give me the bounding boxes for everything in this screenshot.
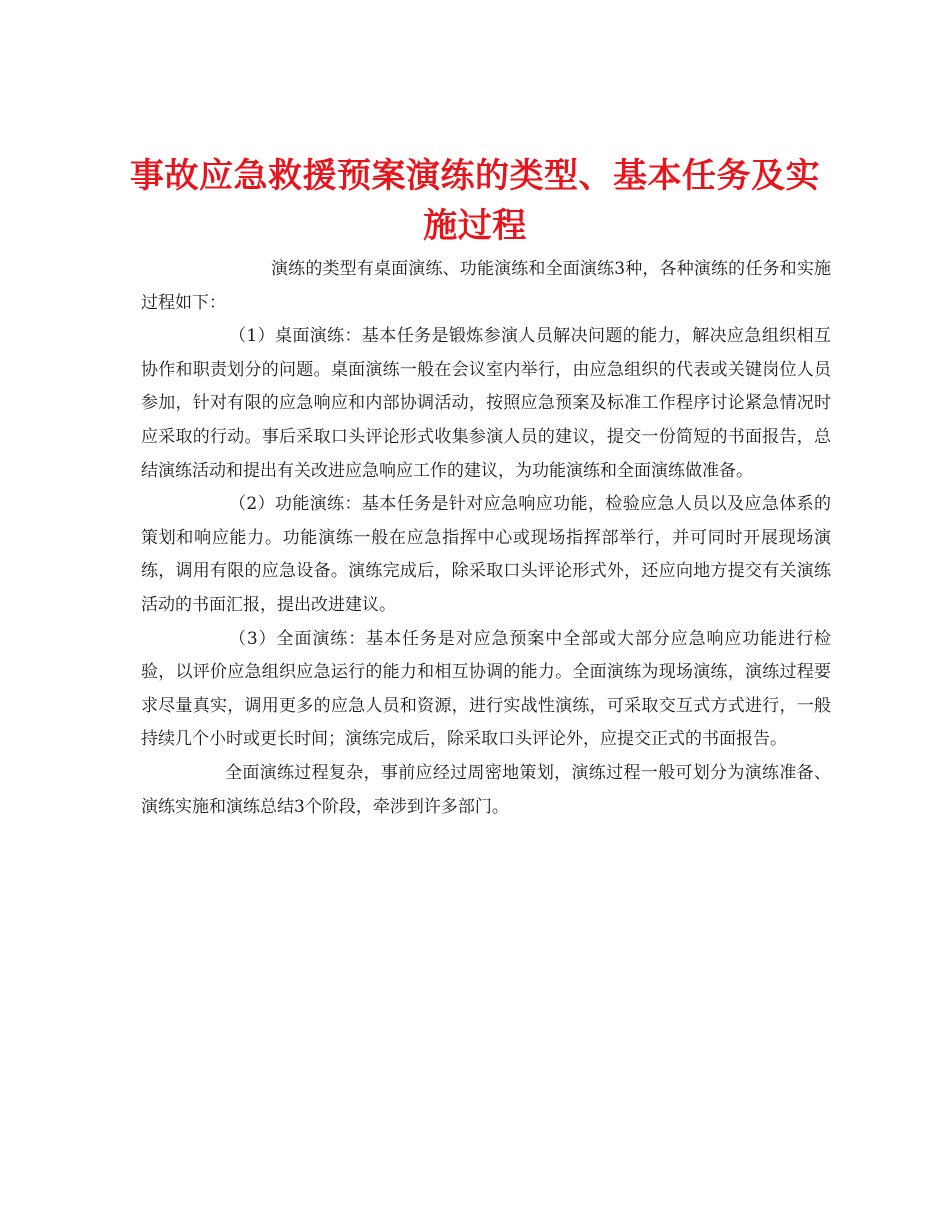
functional-drill-paragraph: （2）功能演练：基本任务是针对应急响应功能，检验应急人员以及应急体系的策划和响应能力。功能演练一般在应急指挥中心或现场指挥部举行，并可同时开展现场演练，调用有限的应急设备。演练完成后，除采取口头评论形式外，还应向地方提交有关演练活动的书面汇报，提出改进建议。 (141, 494, 831, 615)
document-body (141, 253, 831, 824)
intro-paragraph: 演练的类型有桌面演练、功能演练和全面演练3种，各种演练的任务和实施过程如下： (141, 259, 831, 313)
conclusion-paragraph: 全面演练过程复杂，事前应经过周密地策划，演练过程一般可划分为演练准备、演练实施和演练总结3个阶段，牵涉到许多部门。 (141, 762, 831, 817)
full-scale-drill-paragraph: （3）全面演练：基本任务是对应急预案中全部或大部分应急响应功能进行检验，以评价应急组织应急运行的能力和相互协调的能力。全面演练为现场演练，演练过程要求尽量真实，调用更多的应急人员和资源，进行实战性演练，可采取交互式方式进行，一般持续几个小时或更长时间；演练完成后，除采取口头评论外，应提交正式的书面报告。 (141, 628, 831, 750)
tabletop-drill-paragraph: （1）桌面演练：基本任务是锻炼参演人员解决问题的能力，解决应急组织相互协作和职责划分的问题。桌面演练一般在会议室内举行，由应急组织的代表或关键岗位人员参加，针对有限的应急响应和内部协调活动，按照应急预案及标准工作程序讨论紧急情况时应采取的行动。事后采取口头评论形式收集参演人员的建议，提交一份简短的书面报告，总结演练活动和提出有关改进应急响应工作的建议，为功能演练和全面演练做准备。 (141, 326, 831, 481)
document-title: 事故应急救援预案演练的类型、基本任务及实施过程 (130, 155, 820, 246)
